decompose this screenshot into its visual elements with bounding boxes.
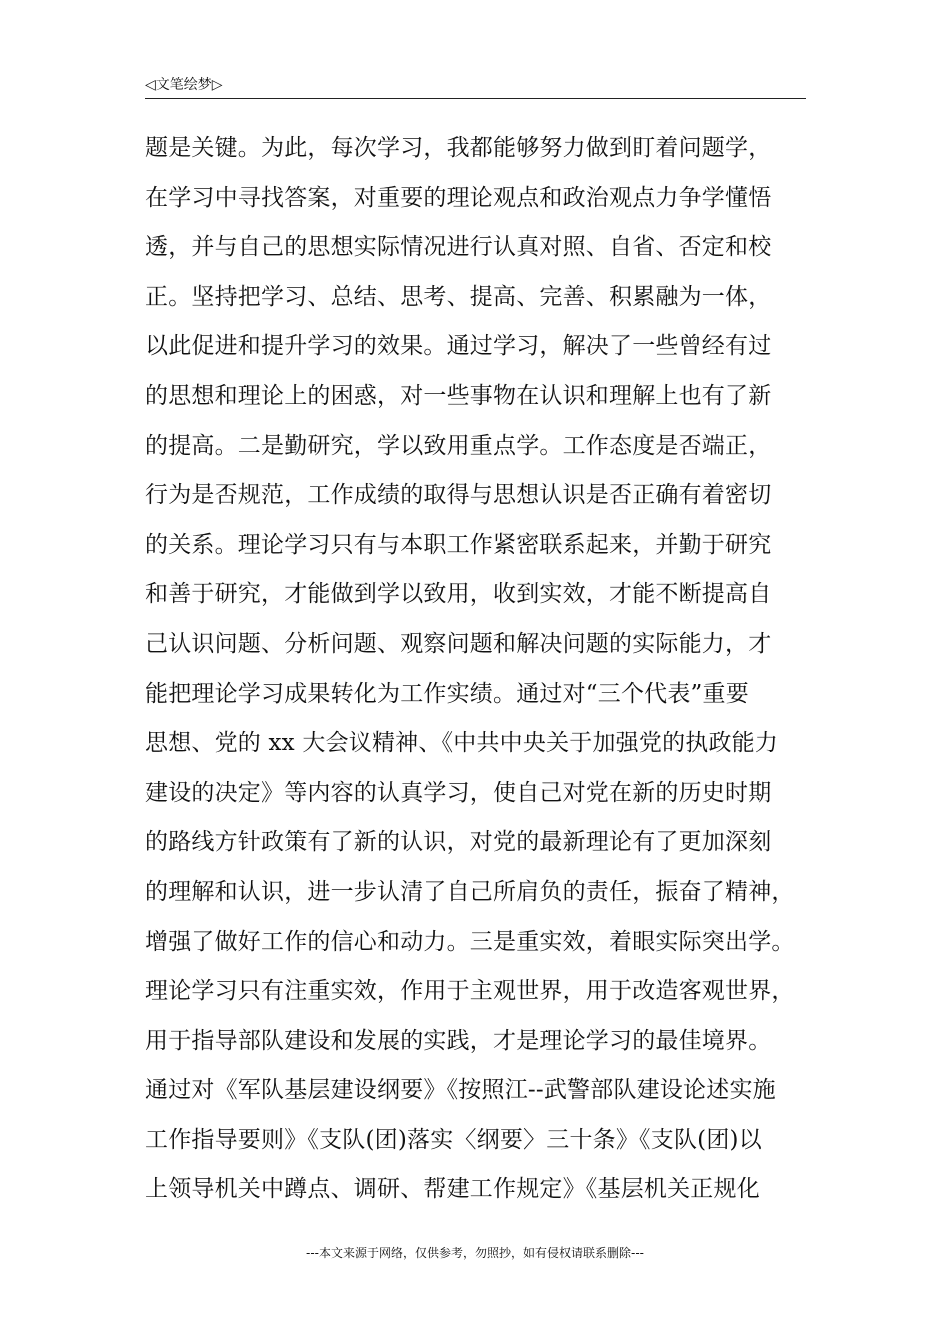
header-title: ◁文笔绘梦▷ [145,77,223,93]
body-line: 的路线方针政策有了新的认识，对党的最新理论有了更加深刻 [145,829,772,856]
body-line: 透，并与自己的思想实际情况进行认真对照、自省、否定和校 [145,234,772,261]
body-line: 增强了做好工作的信心和动力。三是重实效，着眼实际突出学。 [145,928,795,955]
body-line: 行为是否规范，工作成绩的取得与思想认识是否正确有着密切 [145,482,772,509]
body-line: 题是关键。为此，每次学习，我都能够努力做到盯着问题学， [145,135,772,161]
body-line: 在学习中寻找答案，对重要的理论观点和政治观点力争学懂悟 [145,184,772,211]
page-footer: ---本文来源于网络，仅供参考，勿照抄，如有侵权请联系删除--- [306,1246,644,1260]
body-line: 的思想和理论上的困惑，对一些事物在认识和理解上也有了新 [145,382,772,409]
body-line: 上领导机关中蹲点、调研、帮建工作规定》《基层机关正规化 [145,1176,760,1203]
body-line: 的关系。理论学习只有与本职工作紧密联系起来，并勤于研究 [145,531,772,558]
document-body [145,124,845,1215]
body-line: 用于指导部队建设和发展的实践，才是理论学习的最佳境界。 [145,1027,772,1054]
body-line: 理论学习只有注重实效，作用于主观世界，用于改造客观世界， [145,978,795,1005]
body-line: 的提高。二是勤研究，学以致用重点学。工作态度是否端正， [145,432,772,459]
body-line: 正。坚持把学习、总结、思考、提高、完善、积累融为一体， [145,283,772,310]
body-line: 思想、党的 xx 大会议精神、《中共中央关于加强党的执政能力 [145,730,779,757]
body-line: 工作指导要则》《支队(团)落实〈纲要〉三十条》《支队(团)以 [145,1126,762,1153]
body-line: 己认识问题、分析问题、观察问题和解决问题的实际能力，才 [145,630,772,657]
body-line: 和善于研究，才能做到学以致用，收到实效，才能不断提高自 [145,581,772,608]
body-line: 以此促进和提升学习的效果。通过学习，解决了一些曾经有过 [145,333,772,360]
body-line: 通过对《军队基层建设纲要》《按照江--武警部队建设论述实施 [145,1077,776,1104]
page-header [145,72,806,99]
body-line: 能把理论学习成果转化为工作实绩。通过对“三个代表”重要 [145,680,749,707]
body-line: 的理解和认识，进一步认清了自己所肩负的责任，振奋了精神， [145,878,795,905]
body-line: 建设的决定》等内容的认真学习，使自己对党在新的历史时期 [145,779,772,806]
